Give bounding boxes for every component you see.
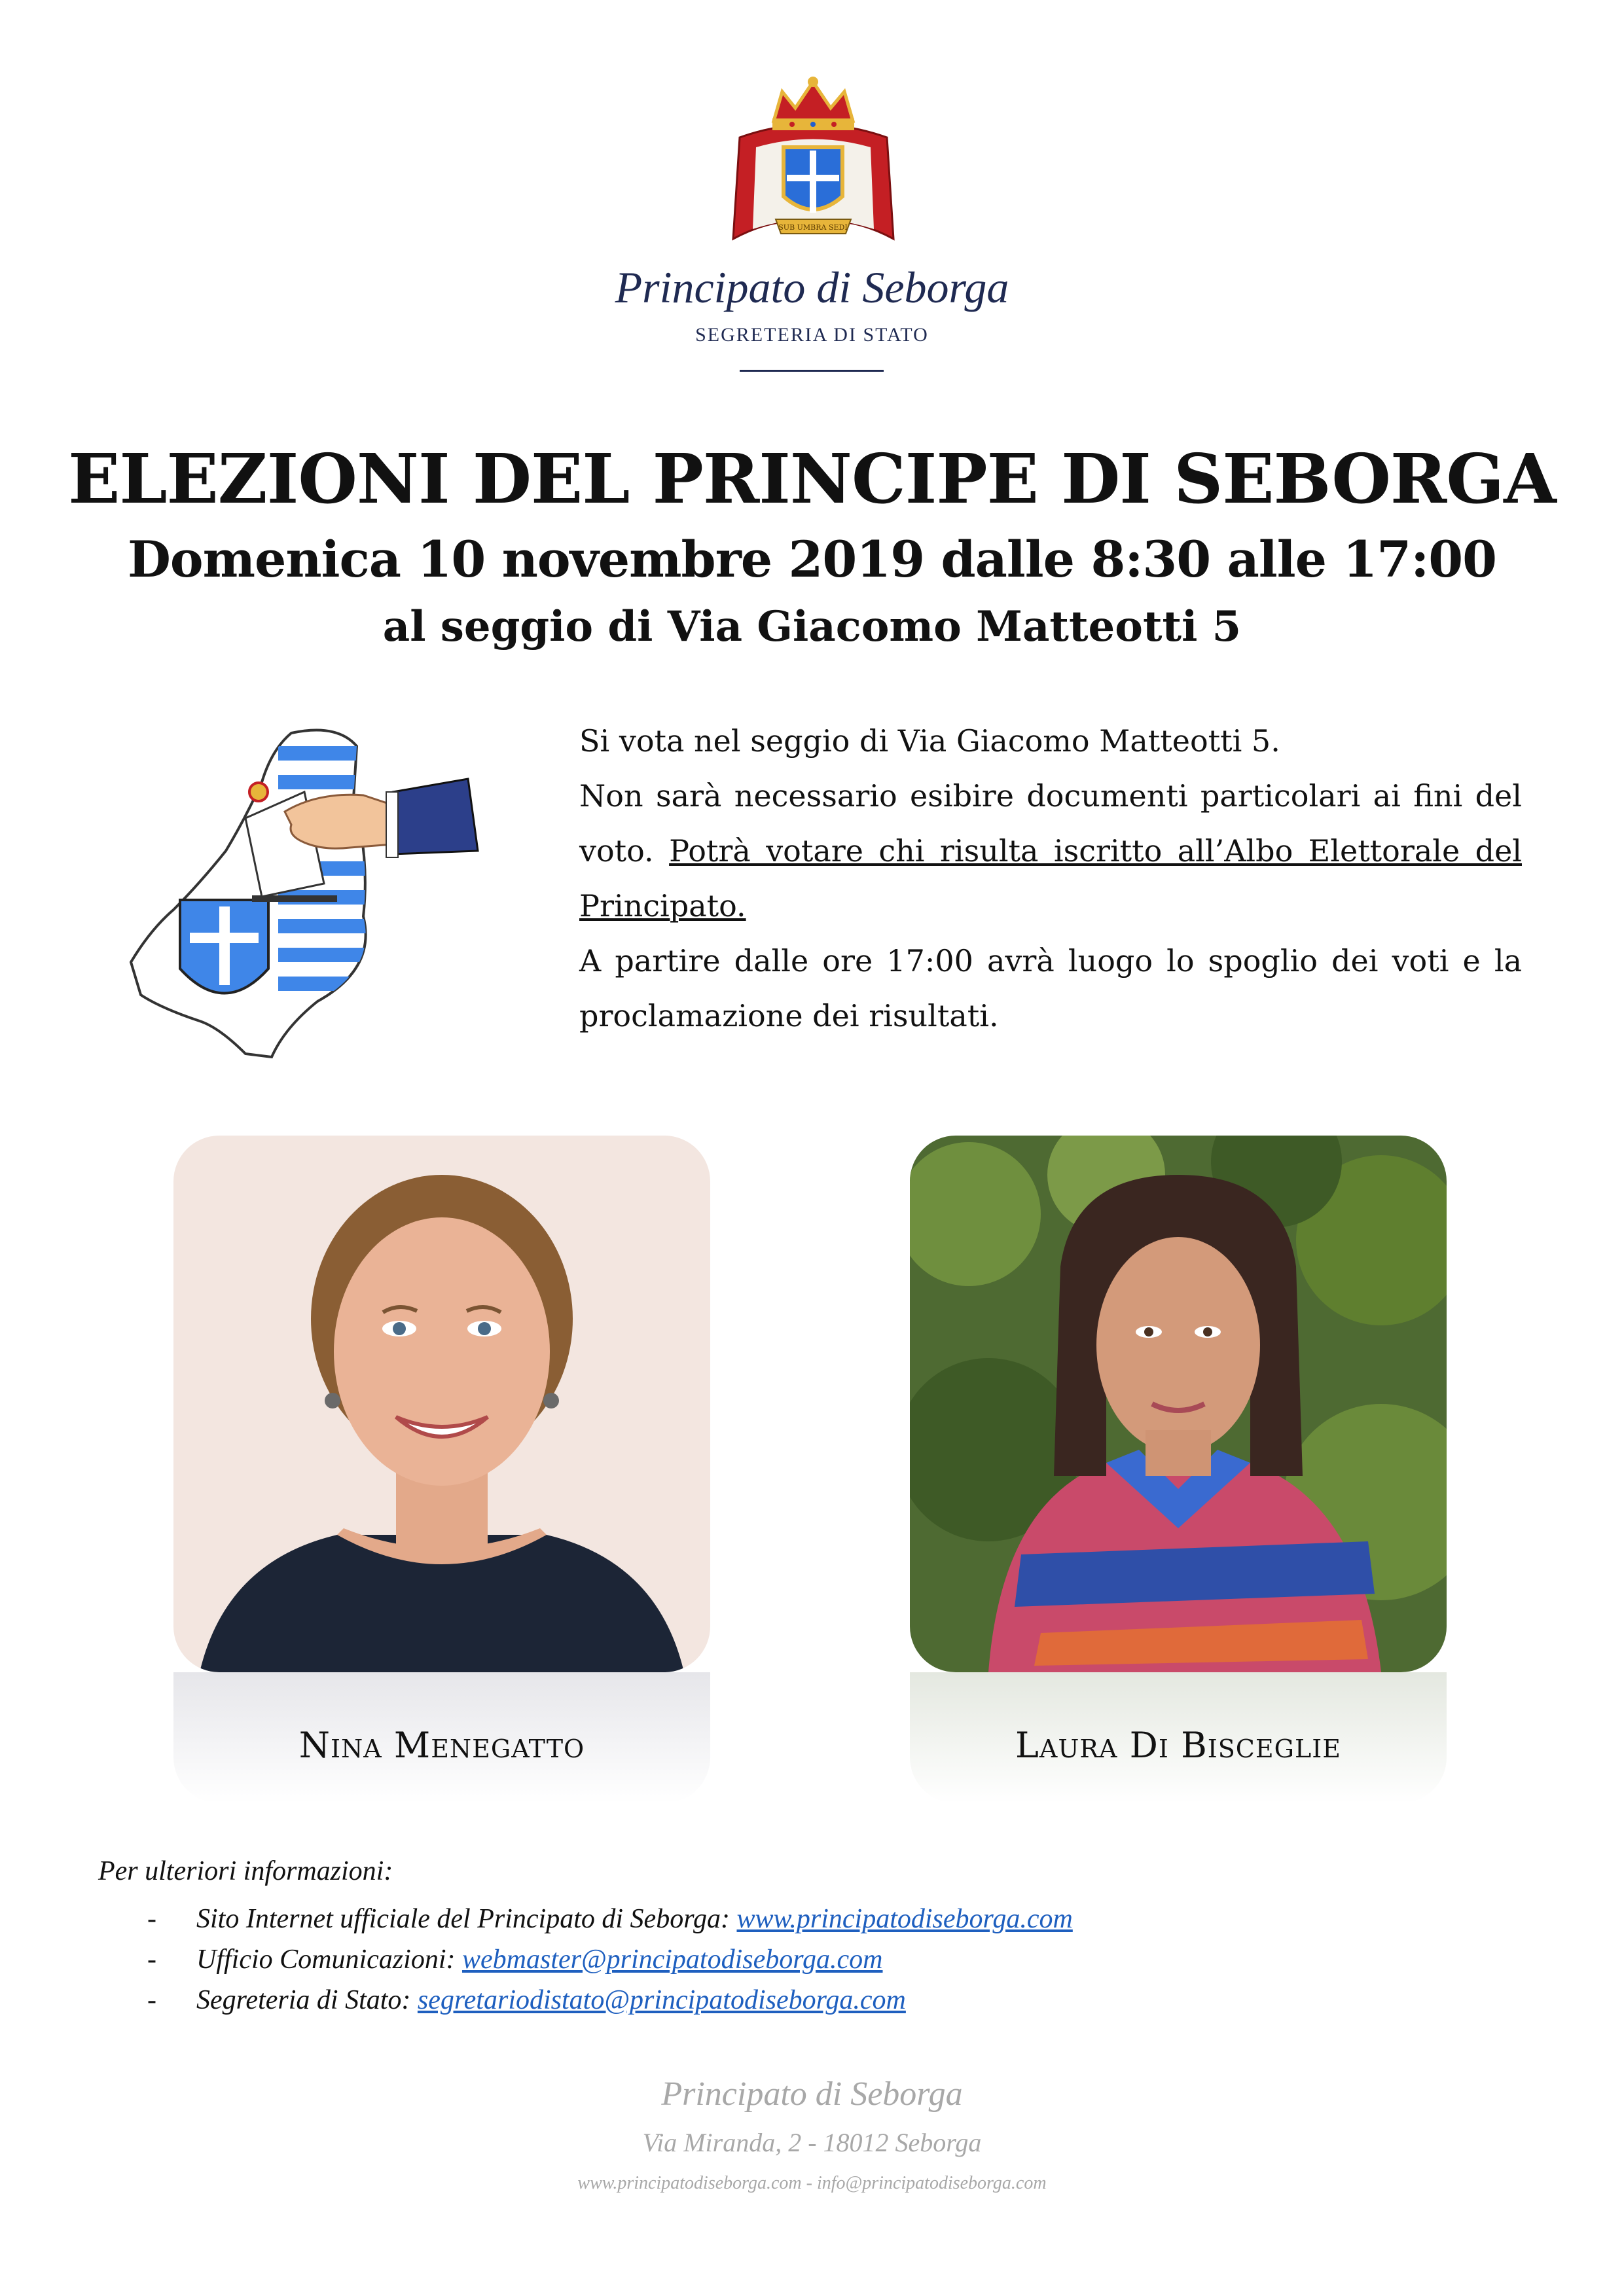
contact-list-item: - Ufficio Comunicazioni: webmaster@principatodiseborga.com <box>147 1945 883 1975</box>
election-date: Domenica 10 novembre 2019 dalle 8:30 alle 17:00 <box>127 530 1497 588</box>
page-title: ELEZIONI DEL PRINCIPE DI SEBORGA <box>68 439 1556 519</box>
secretary-email-link[interactable]: segretariodistato@principatodiseborga.com <box>417 1985 906 2015</box>
crest-motto: SUB UMBRA SEDI <box>778 223 848 232</box>
candidate-photo <box>173 1136 710 1672</box>
voter-eligibility: Potrà votare chi risulta iscritto all’Albo Elettorale del Principato. <box>579 833 1522 924</box>
seborga-crest-logo <box>727 75 900 265</box>
vote-info-line: A partire dalle ore 17:00 avrà luogo lo spoglio dei voti e la proclamazione dei risultati. <box>579 943 1522 1033</box>
contact-list-item: - Sito Internet ufficiale del Principato di Seborga: www.principatodiseborga.com <box>147 1904 1073 1934</box>
vote-info-line: Si vota nel seggio di Via Giacomo Matteotti 5. <box>579 723 1280 759</box>
footer-contacts: www.principatodiseborga.com - info@principatodiseborga.com <box>577 2173 1047 2193</box>
candidate-name: Laura Di Bisceglie <box>1015 1725 1341 1766</box>
vote-info-line: Non sarà necessario esibire documenti particolari ai fini del voto. Potrà votare chi risulta iscritto all’Albo Elettorale del Principato. <box>579 778 1522 924</box>
vote-info-text <box>579 713 1522 1043</box>
contact-list-item: - Segreteria di Stato: segretariodistato@principatodiseborga.com <box>147 1985 906 2015</box>
website-link[interactable]: www.principatodiseborga.com <box>736 1904 1073 1934</box>
contact-info-heading: Per ulteriori informazioni: <box>98 1856 393 1886</box>
organization-name: Principato di Seborga <box>615 262 1009 312</box>
contact-list <box>98 1899 1538 2020</box>
candidate-photo <box>910 1136 1447 1672</box>
polling-location: al seggio di Via Giacomo Matteotti 5 <box>382 602 1242 651</box>
ballot-box-illustration <box>121 720 527 1060</box>
contact-info <box>98 1856 1538 2020</box>
candidate-name: Nina Menegatto <box>298 1725 585 1766</box>
header-divider <box>740 370 884 372</box>
footer-address: Via Miranda, 2 - 18012 Seborga <box>642 2128 982 2157</box>
footer-organization: Principato di Seborga <box>661 2075 963 2113</box>
office-name: SEGRETERIA DI STATO <box>695 324 929 346</box>
webmaster-email-link[interactable]: webmaster@principatodiseborga.com <box>461 1945 883 1975</box>
